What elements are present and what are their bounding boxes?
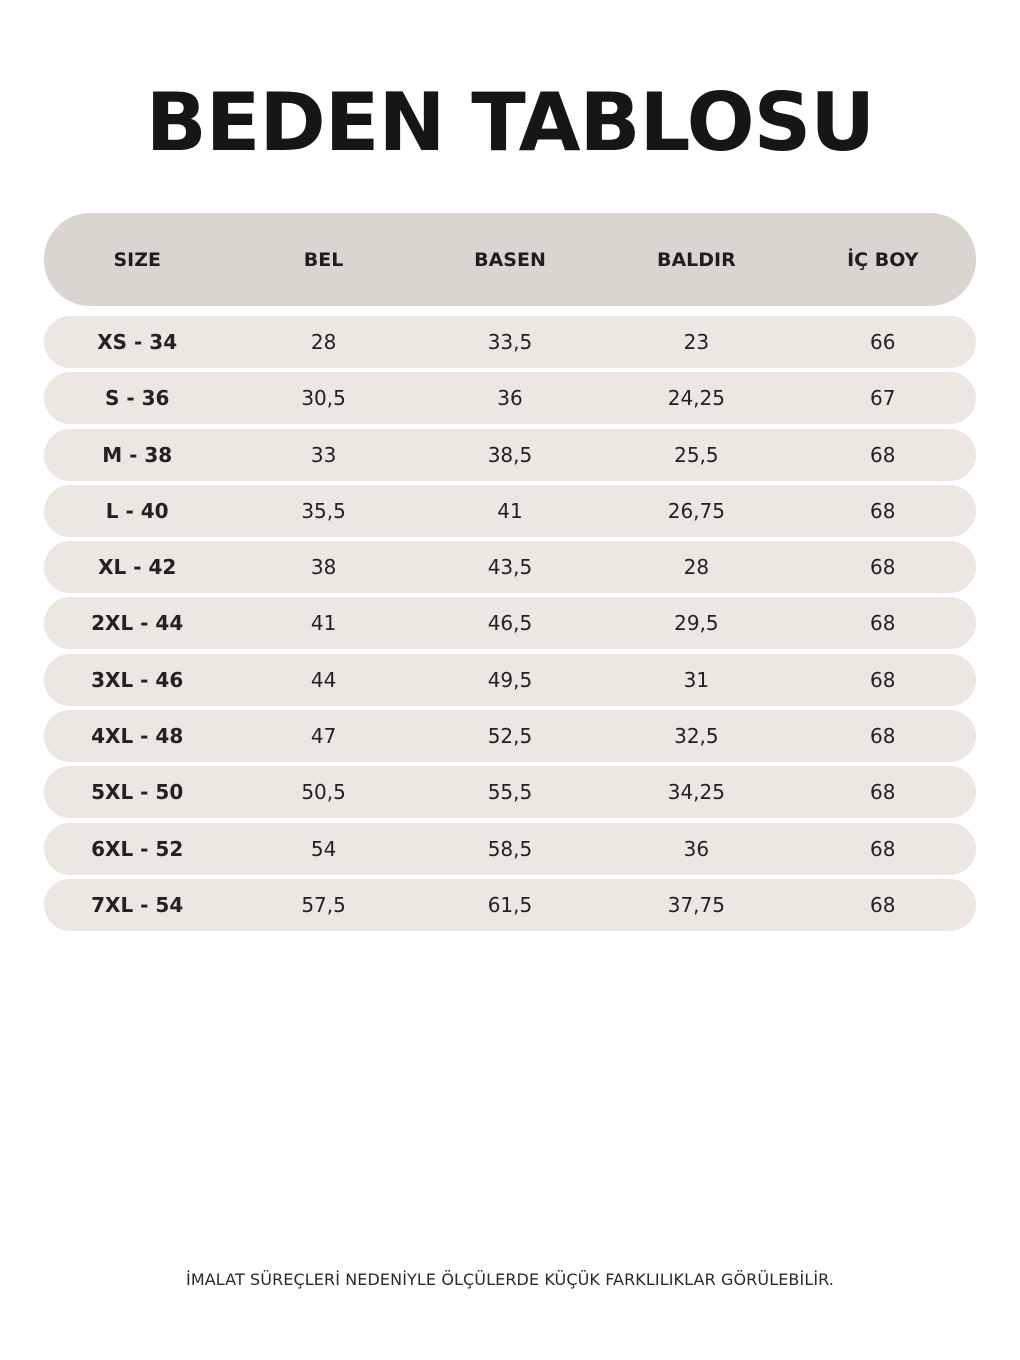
table-row: [44, 879, 976, 931]
table-row: [44, 372, 976, 424]
ic-boy-cell: 67: [870, 386, 896, 411]
table-row: [44, 710, 976, 762]
size-cell: 3XL - 46: [91, 667, 184, 692]
table-header: [44, 213, 976, 306]
size-cell: L - 40: [105, 498, 169, 523]
basen-cell: 33,5: [487, 330, 533, 354]
baldir-cell: 31: [683, 667, 710, 692]
bel-cell: 35,5: [301, 498, 346, 523]
ic-boy-cell: 68: [870, 892, 896, 917]
baldir-cell: 28: [683, 555, 710, 580]
bel-cell: 28: [310, 330, 337, 354]
bel-cell: 41: [310, 611, 337, 636]
basen-cell: 61,5: [487, 892, 533, 917]
baldir-cell: 34,25: [667, 780, 725, 805]
size-cell: XS - 34: [97, 330, 178, 354]
basen-cell: 36: [497, 386, 523, 411]
table-row: [44, 429, 976, 481]
header-basen: BASEN: [474, 248, 546, 271]
table-row: [44, 823, 976, 875]
size-cell: S - 36: [104, 386, 170, 411]
baldir-cell: 29,5: [674, 611, 719, 636]
basen-cell: 52,5: [487, 724, 533, 749]
bel-cell: 38: [310, 555, 337, 580]
table-row: [44, 766, 976, 818]
header-bel: BEL: [303, 248, 344, 271]
basen-cell: 41: [497, 498, 523, 523]
ic-boy-cell: 68: [870, 611, 896, 636]
basen-cell: 43,5: [487, 555, 533, 580]
ic-boy-cell: 66: [870, 330, 896, 354]
size-cell: 5XL - 50: [91, 780, 184, 805]
baldir-cell: 24,25: [667, 386, 725, 411]
header-baldir: BALDIR: [656, 248, 736, 271]
bel-cell: 54: [310, 836, 337, 861]
baldir-cell: 26,75: [667, 498, 725, 523]
size-cell: 4XL - 48: [91, 724, 184, 749]
ic-boy-cell: 68: [870, 498, 896, 523]
baldir-cell: 25,5: [674, 442, 719, 467]
basen-cell: 58,5: [487, 836, 533, 861]
baldir-cell: 23: [683, 330, 710, 354]
table-row: [44, 654, 976, 706]
size-cell: 7XL - 54: [91, 892, 184, 917]
bel-cell: 33: [310, 442, 337, 467]
table-row: [44, 541, 976, 593]
basen-cell: 38,5: [487, 442, 533, 467]
baldir-cell: 37,75: [667, 892, 725, 917]
ic-boy-cell: 68: [870, 724, 896, 749]
size-cell: XL - 42: [98, 555, 177, 580]
bel-cell: 44: [310, 667, 337, 692]
size-cell: 6XL - 52: [91, 836, 184, 861]
basen-cell: 49,5: [487, 667, 533, 692]
ic-boy-cell: 68: [870, 442, 896, 467]
header-size: SIZE: [113, 248, 161, 271]
baldir-cell: 32,5: [674, 724, 719, 749]
bel-cell: 47: [310, 724, 337, 749]
bel-cell: 30,5: [301, 386, 346, 411]
size-cell: M - 38: [102, 442, 173, 467]
basen-cell: 46,5: [487, 611, 533, 636]
table-row: [44, 485, 976, 537]
size-table-body: [44, 316, 976, 935]
bel-cell: 50,5: [301, 780, 346, 805]
ic-boy-cell: 68: [870, 555, 896, 580]
ic-boy-cell: 68: [870, 780, 896, 805]
header-ic-boy: İÇ BOY: [847, 248, 919, 271]
page-title: BEDEN TABLOSU: [145, 76, 875, 169]
ic-boy-cell: 68: [870, 836, 896, 861]
basen-cell: 55,5: [487, 780, 533, 805]
ic-boy-cell: 68: [870, 667, 896, 692]
bel-cell: 57,5: [301, 892, 346, 917]
disclaimer-note: İMALAT SÜREÇLERİ NEDENİYLE ÖLÇÜLERDE KÜÇÜK FARKLILIKLAR GÖRÜLEBİLİR.: [186, 1270, 834, 1289]
table-row: [44, 316, 976, 368]
table-row: [44, 597, 976, 649]
size-cell: 2XL - 44: [91, 611, 184, 636]
baldir-cell: 36: [683, 836, 710, 861]
